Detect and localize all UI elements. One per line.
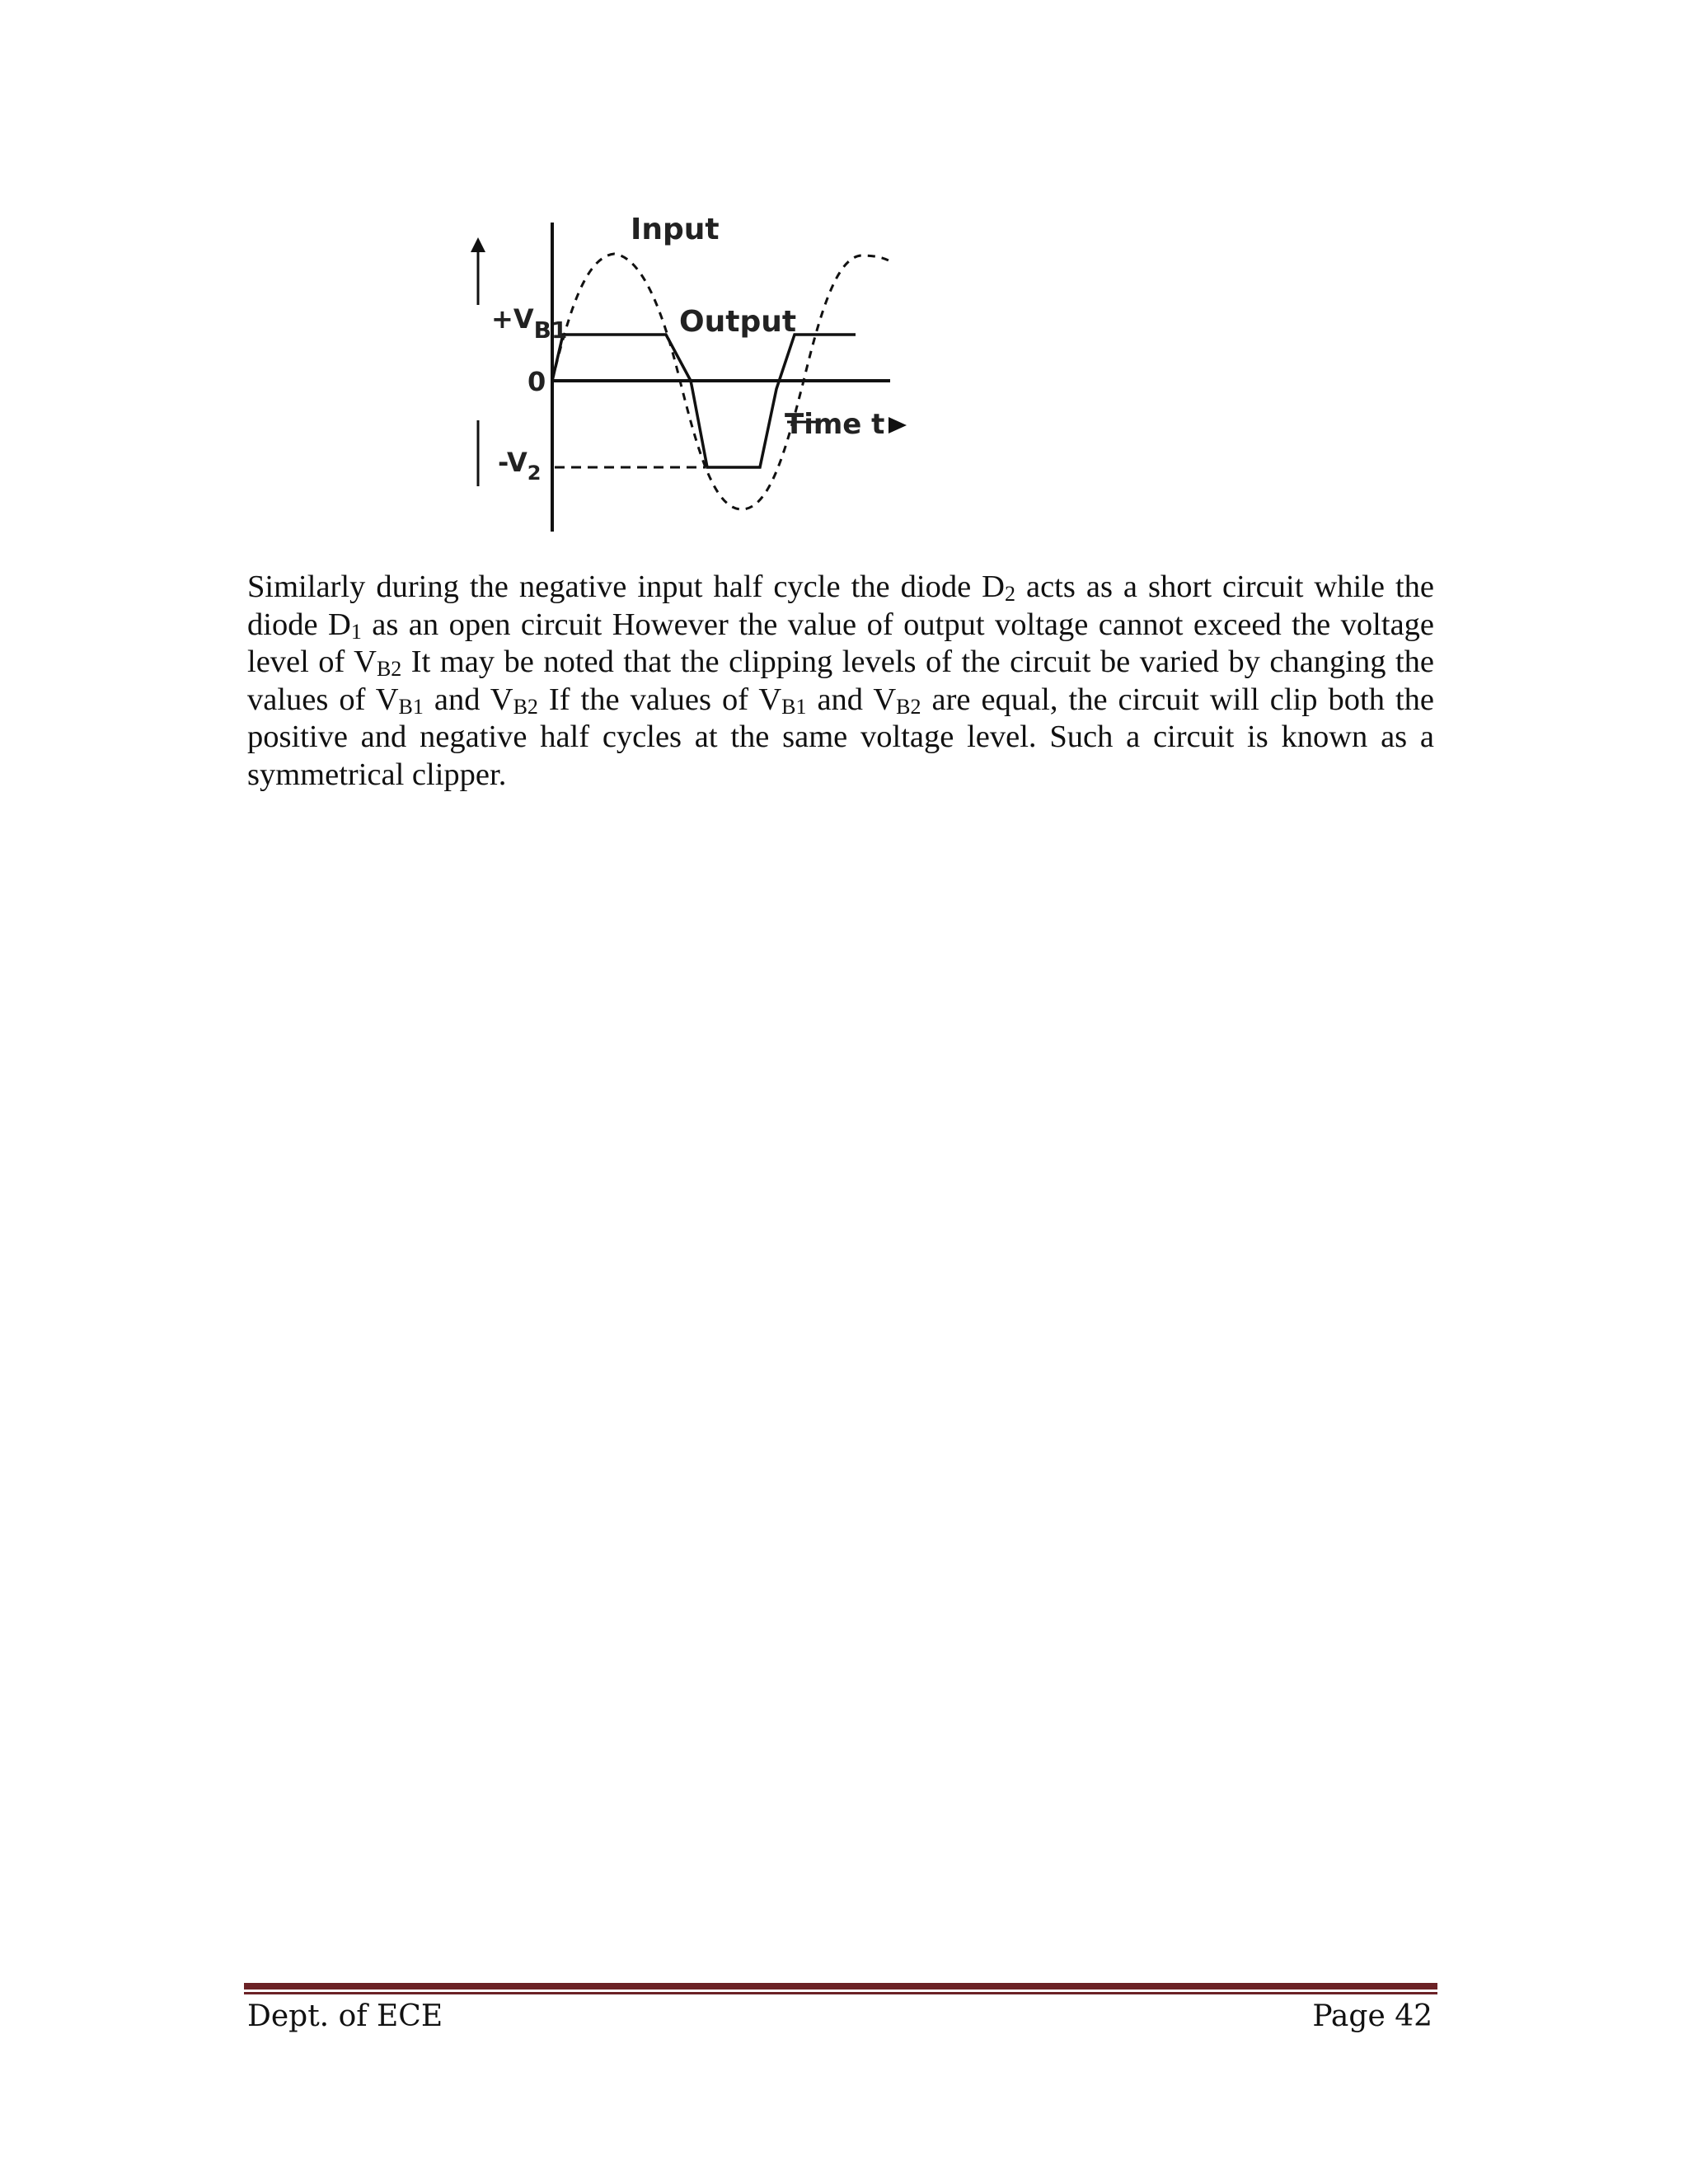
body-paragraph: Similarly during the negative input half cycle the diode $D_2$ acts as a short circuit while the diode $D_1$ as an open circuit However the value of output voltage cannot exceed the voltage level of $V_{B2}$ It may be noted that the clipping levels of the circuit be varied by changing the values of $V_{B1}$ and $V_{B2}$ If the values of $V_{B1}$ and $V_{B2}$ are equal, the circuit will clip both the positive and negative half cycles at the same voltage level. Such a circuit is known as a symmetrical clipper.	[247, 569, 1434, 792]
footer-page-number: Page 42	[1312, 1999, 1432, 2033]
footer-department: Dept. of ECE	[247, 1999, 443, 2033]
clipper-waveform-diagram	[445, 198, 956, 544]
footer-rule-thin	[244, 1992, 1437, 1994]
zero-label: 0	[528, 366, 546, 397]
vb1-label: +VB1	[491, 303, 568, 344]
up-arrow-head	[471, 237, 485, 252]
v2-label: $-V_2$	[498, 447, 542, 485]
input-label: Input	[631, 213, 720, 246]
time-arrow-icon	[889, 417, 907, 434]
output-label: Output	[679, 305, 797, 339]
time-label: Time t	[785, 408, 885, 441]
footer-rule	[244, 1983, 1437, 1990]
